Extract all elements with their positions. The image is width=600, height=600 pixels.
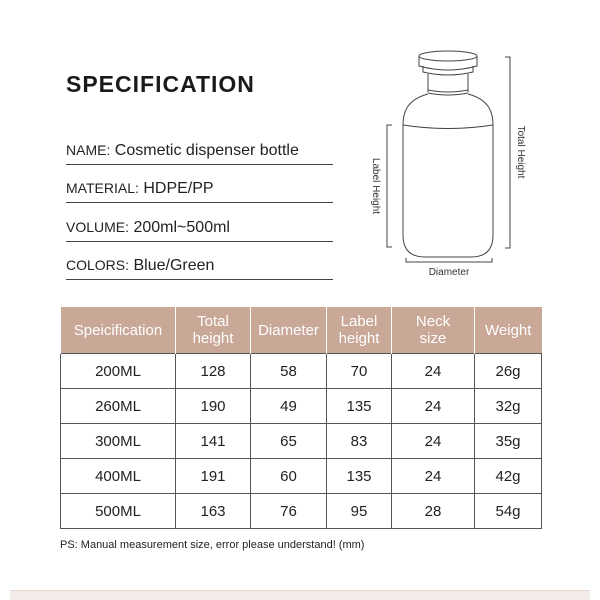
- table-cell: 135: [327, 459, 392, 494]
- table-cell: 135: [327, 389, 392, 424]
- table-cell: 95: [327, 494, 392, 529]
- page-title: SPECIFICATION: [66, 71, 255, 97]
- column-header: [327, 307, 392, 354]
- table-cell: 60: [251, 459, 327, 494]
- spec-colors: COLORS: Blue/Green: [66, 257, 333, 280]
- bottle-icon: [403, 51, 493, 257]
- spec-volume: VOLUME: 200ml~500ml: [66, 219, 333, 242]
- header-text: Speicification: [73, 321, 163, 339]
- label-height-bracket: [387, 125, 392, 247]
- header-text: size: [419, 330, 447, 347]
- table-cell: 24: [392, 459, 475, 494]
- table-cell: 190: [176, 389, 251, 424]
- table-row: [61, 494, 542, 529]
- header-text: Weight: [485, 321, 532, 339]
- table-cell: 300ML: [61, 424, 176, 459]
- table-cell: 35g: [475, 424, 542, 459]
- table-cell: 76: [251, 494, 327, 529]
- table-cell: 260ML: [61, 389, 176, 424]
- bottom-band: [10, 590, 590, 600]
- column-header: [251, 307, 327, 354]
- table-cell: 54g: [475, 494, 542, 529]
- label-height-label: Label Height: [370, 157, 381, 215]
- header-text: height: [338, 330, 380, 347]
- table-cell: 49: [251, 389, 327, 424]
- table-row: [61, 389, 542, 424]
- table-cell: 500ML: [61, 494, 176, 529]
- footnote: PS: Manual measurement size, error please understand! (mm): [60, 539, 365, 551]
- header-text: Diameter: [258, 321, 319, 339]
- table-cell: 141: [176, 424, 251, 459]
- header-text: Total: [197, 313, 229, 330]
- table-cell: 163: [176, 494, 251, 529]
- column-header: [176, 307, 251, 354]
- table-row: [61, 354, 542, 389]
- table-cell: 26g: [475, 354, 542, 389]
- table-cell: 200ML: [61, 354, 176, 389]
- spec-material: MATERIAL: HDPE/PP: [66, 180, 333, 203]
- column-header: [392, 307, 475, 354]
- diameter-label: Diameter: [428, 267, 470, 278]
- table-cell: 191: [176, 459, 251, 494]
- spec-table: [60, 307, 542, 529]
- table-cell: 70: [327, 354, 392, 389]
- column-header: [61, 307, 176, 354]
- table-cell: 32g: [475, 389, 542, 424]
- table-row: [61, 459, 542, 494]
- spec-name: NAME: Cosmetic dispenser bottle: [66, 142, 333, 165]
- table-cell: 400ML: [61, 459, 176, 494]
- diameter-bracket: [406, 258, 492, 262]
- header-text: Neck: [415, 313, 451, 330]
- total-height-bracket: [505, 57, 510, 248]
- table-row: [61, 424, 542, 459]
- table-cell: 128: [176, 354, 251, 389]
- header-text: height: [192, 330, 234, 347]
- table-cell: 28: [392, 494, 475, 529]
- column-header: [475, 307, 542, 354]
- table-cell: 24: [392, 389, 475, 424]
- table-cell: 24: [392, 424, 475, 459]
- table-cell: 24: [392, 354, 475, 389]
- table-cell: 42g: [475, 459, 542, 494]
- header-text: Label: [340, 313, 378, 330]
- table-cell: 83: [327, 424, 392, 459]
- total-height-label: Total Height: [515, 125, 526, 179]
- table-cell: 58: [251, 354, 327, 389]
- table-cell: 65: [251, 424, 327, 459]
- table-header-row: [61, 307, 542, 354]
